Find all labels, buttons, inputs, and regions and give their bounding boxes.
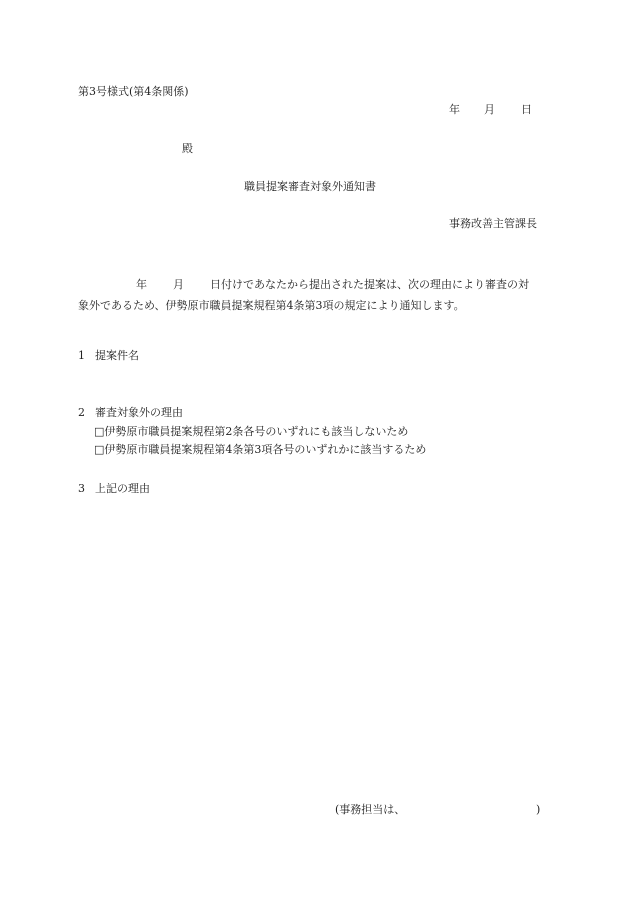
section-label: 提案件名 bbox=[95, 349, 139, 362]
contact-close: ) bbox=[536, 803, 541, 816]
contact-open: (事務担当は、 bbox=[335, 803, 406, 816]
reason-option-1: □伊勢原市職員提案規程第2条各号のいずれにも該当しないため bbox=[94, 425, 409, 438]
notice-body-line-1 bbox=[78, 274, 558, 295]
form-number: 第3号様式(第4条関係) bbox=[78, 85, 189, 98]
reason-option-2: □伊勢原市職員提案規程第4条第3項各号のいずれかに該当するため bbox=[94, 443, 427, 456]
section-reason-detail bbox=[78, 482, 150, 496]
date-day-label: 日 bbox=[521, 103, 532, 116]
body-month-label: 月 bbox=[173, 278, 184, 291]
notice-body-line-2: 象外であるため、伊勢原市職員提案規程第4条第3項の規定により通知します。 bbox=[78, 299, 465, 312]
body-line-1-text: 日付けであなたから提出された提案は、次の理由により審査の対 bbox=[210, 278, 529, 291]
section-exclusion-reason bbox=[78, 406, 183, 420]
document-title: 職員提案審査対象外通知書 bbox=[244, 180, 376, 193]
section-number: 1 bbox=[78, 349, 85, 362]
date-year-label: 年 bbox=[449, 103, 460, 116]
date-month-label: 月 bbox=[484, 103, 495, 116]
section-proposal-name bbox=[78, 349, 139, 363]
body-year-label: 年 bbox=[136, 278, 147, 291]
addressee-suffix: 殿 bbox=[182, 142, 193, 155]
sender-title: 事務改善主管課長 bbox=[449, 217, 537, 230]
section-number: 3 bbox=[78, 482, 85, 495]
section-number: 2 bbox=[78, 406, 85, 419]
section-label: 審査対象外の理由 bbox=[95, 406, 183, 419]
notice-body bbox=[78, 274, 558, 316]
section-label: 上記の理由 bbox=[95, 482, 150, 495]
